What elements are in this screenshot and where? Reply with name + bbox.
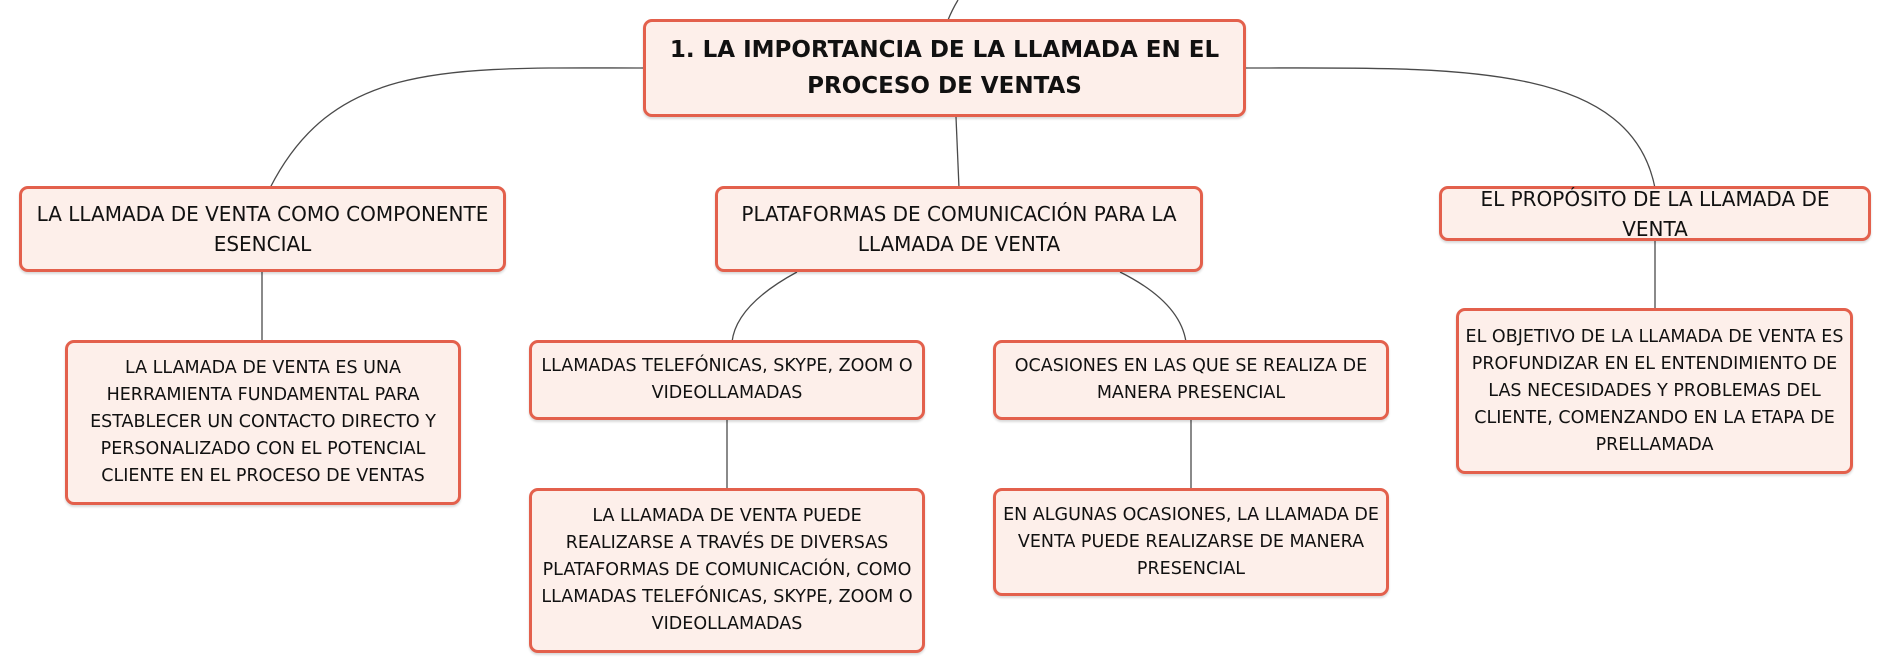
root-node-label: 1. LA IMPORTANCIA DE LA LLAMADA EN EL PROCESO DE VENTAS: [669, 37, 1220, 99]
branch-node-label: LA LLAMADA DE VENTA COMO COMPONENTE ESENCIAL: [36, 202, 489, 256]
leaf-node-manera-presencial[interactable]: [993, 488, 1389, 596]
leaf-node-herramienta-fundamental[interactable]: [65, 340, 461, 505]
root-node[interactable]: [643, 19, 1246, 117]
leaf-node-label: EN ALGUNAS OCASIONES, LA LLAMADA DE VENTA PUEDE REALIZARSE DE MANERA PRESENCIAL: [1003, 504, 1379, 579]
subbranch-node-label: OCASIONES EN LAS QUE SE REALIZA DE MANERA PRESENCIAL: [1014, 356, 1368, 403]
branch-node-plataformas[interactable]: [715, 186, 1203, 272]
branch-node-componente-esencial[interactable]: [19, 186, 506, 272]
connector-to-parent-node: [948, 0, 958, 20]
subbranch-node-ocasiones-presencial[interactable]: [993, 340, 1389, 420]
connector-root-to-branch-1: [270, 68, 643, 188]
leaf-node-objetivo-llamada[interactable]: [1456, 308, 1853, 474]
leaf-node-label: LA LLAMADA DE VENTA PUEDE REALIZARSE A TRAVÉS DE DIVERSAS PLATAFORMAS DE COMUNICACIÓN, COMO LLAMADAS TELEFÓNICAS, SKYPE, ZOOM O VIDEOLLAMADAS: [541, 506, 913, 634]
branch-node-proposito[interactable]: [1439, 186, 1871, 241]
connector-branch-2-to-subbranch-1: [732, 272, 797, 342]
connector-root-to-branch-2: [956, 117, 959, 188]
connector-root-to-branch-3: [1245, 68, 1655, 188]
subbranch-node-label: LLAMADAS TELEFÓNICAS, SKYPE, ZOOM O VIDEOLLAMADAS: [541, 356, 913, 403]
connector-branch-2-to-subbranch-2: [1120, 272, 1186, 342]
leaf-node-label: EL OBJETIVO DE LA LLAMADA DE VENTA ES PROFUNDIZAR EN EL ENTENDIMIENTO DE LAS NECESIDADES Y PROBLEMAS DEL CLIENTE, COMENZANDO EN LA ETAPA DE PRELLAMADA: [1465, 326, 1844, 455]
leaf-node-diversas-plataformas[interactable]: [529, 488, 925, 653]
branch-node-label: EL PROPÓSITO DE LA LLAMADA DE VENTA: [1480, 186, 1830, 241]
subbranch-node-llamadas-telefonicas[interactable]: [529, 340, 925, 420]
leaf-node-label: LA LLAMADA DE VENTA ES UNA HERRAMIENTA FUNDAMENTAL PARA ESTABLECER UN CONTACTO DIRECTO Y PERSONALIZADO CON EL POTENCIAL CLIENTE EN EL PROCESO DE VENTAS: [90, 358, 436, 486]
branch-node-label: PLATAFORMAS DE COMUNICACIÓN PARA LA LLAMADA DE VENTA: [741, 202, 1177, 256]
